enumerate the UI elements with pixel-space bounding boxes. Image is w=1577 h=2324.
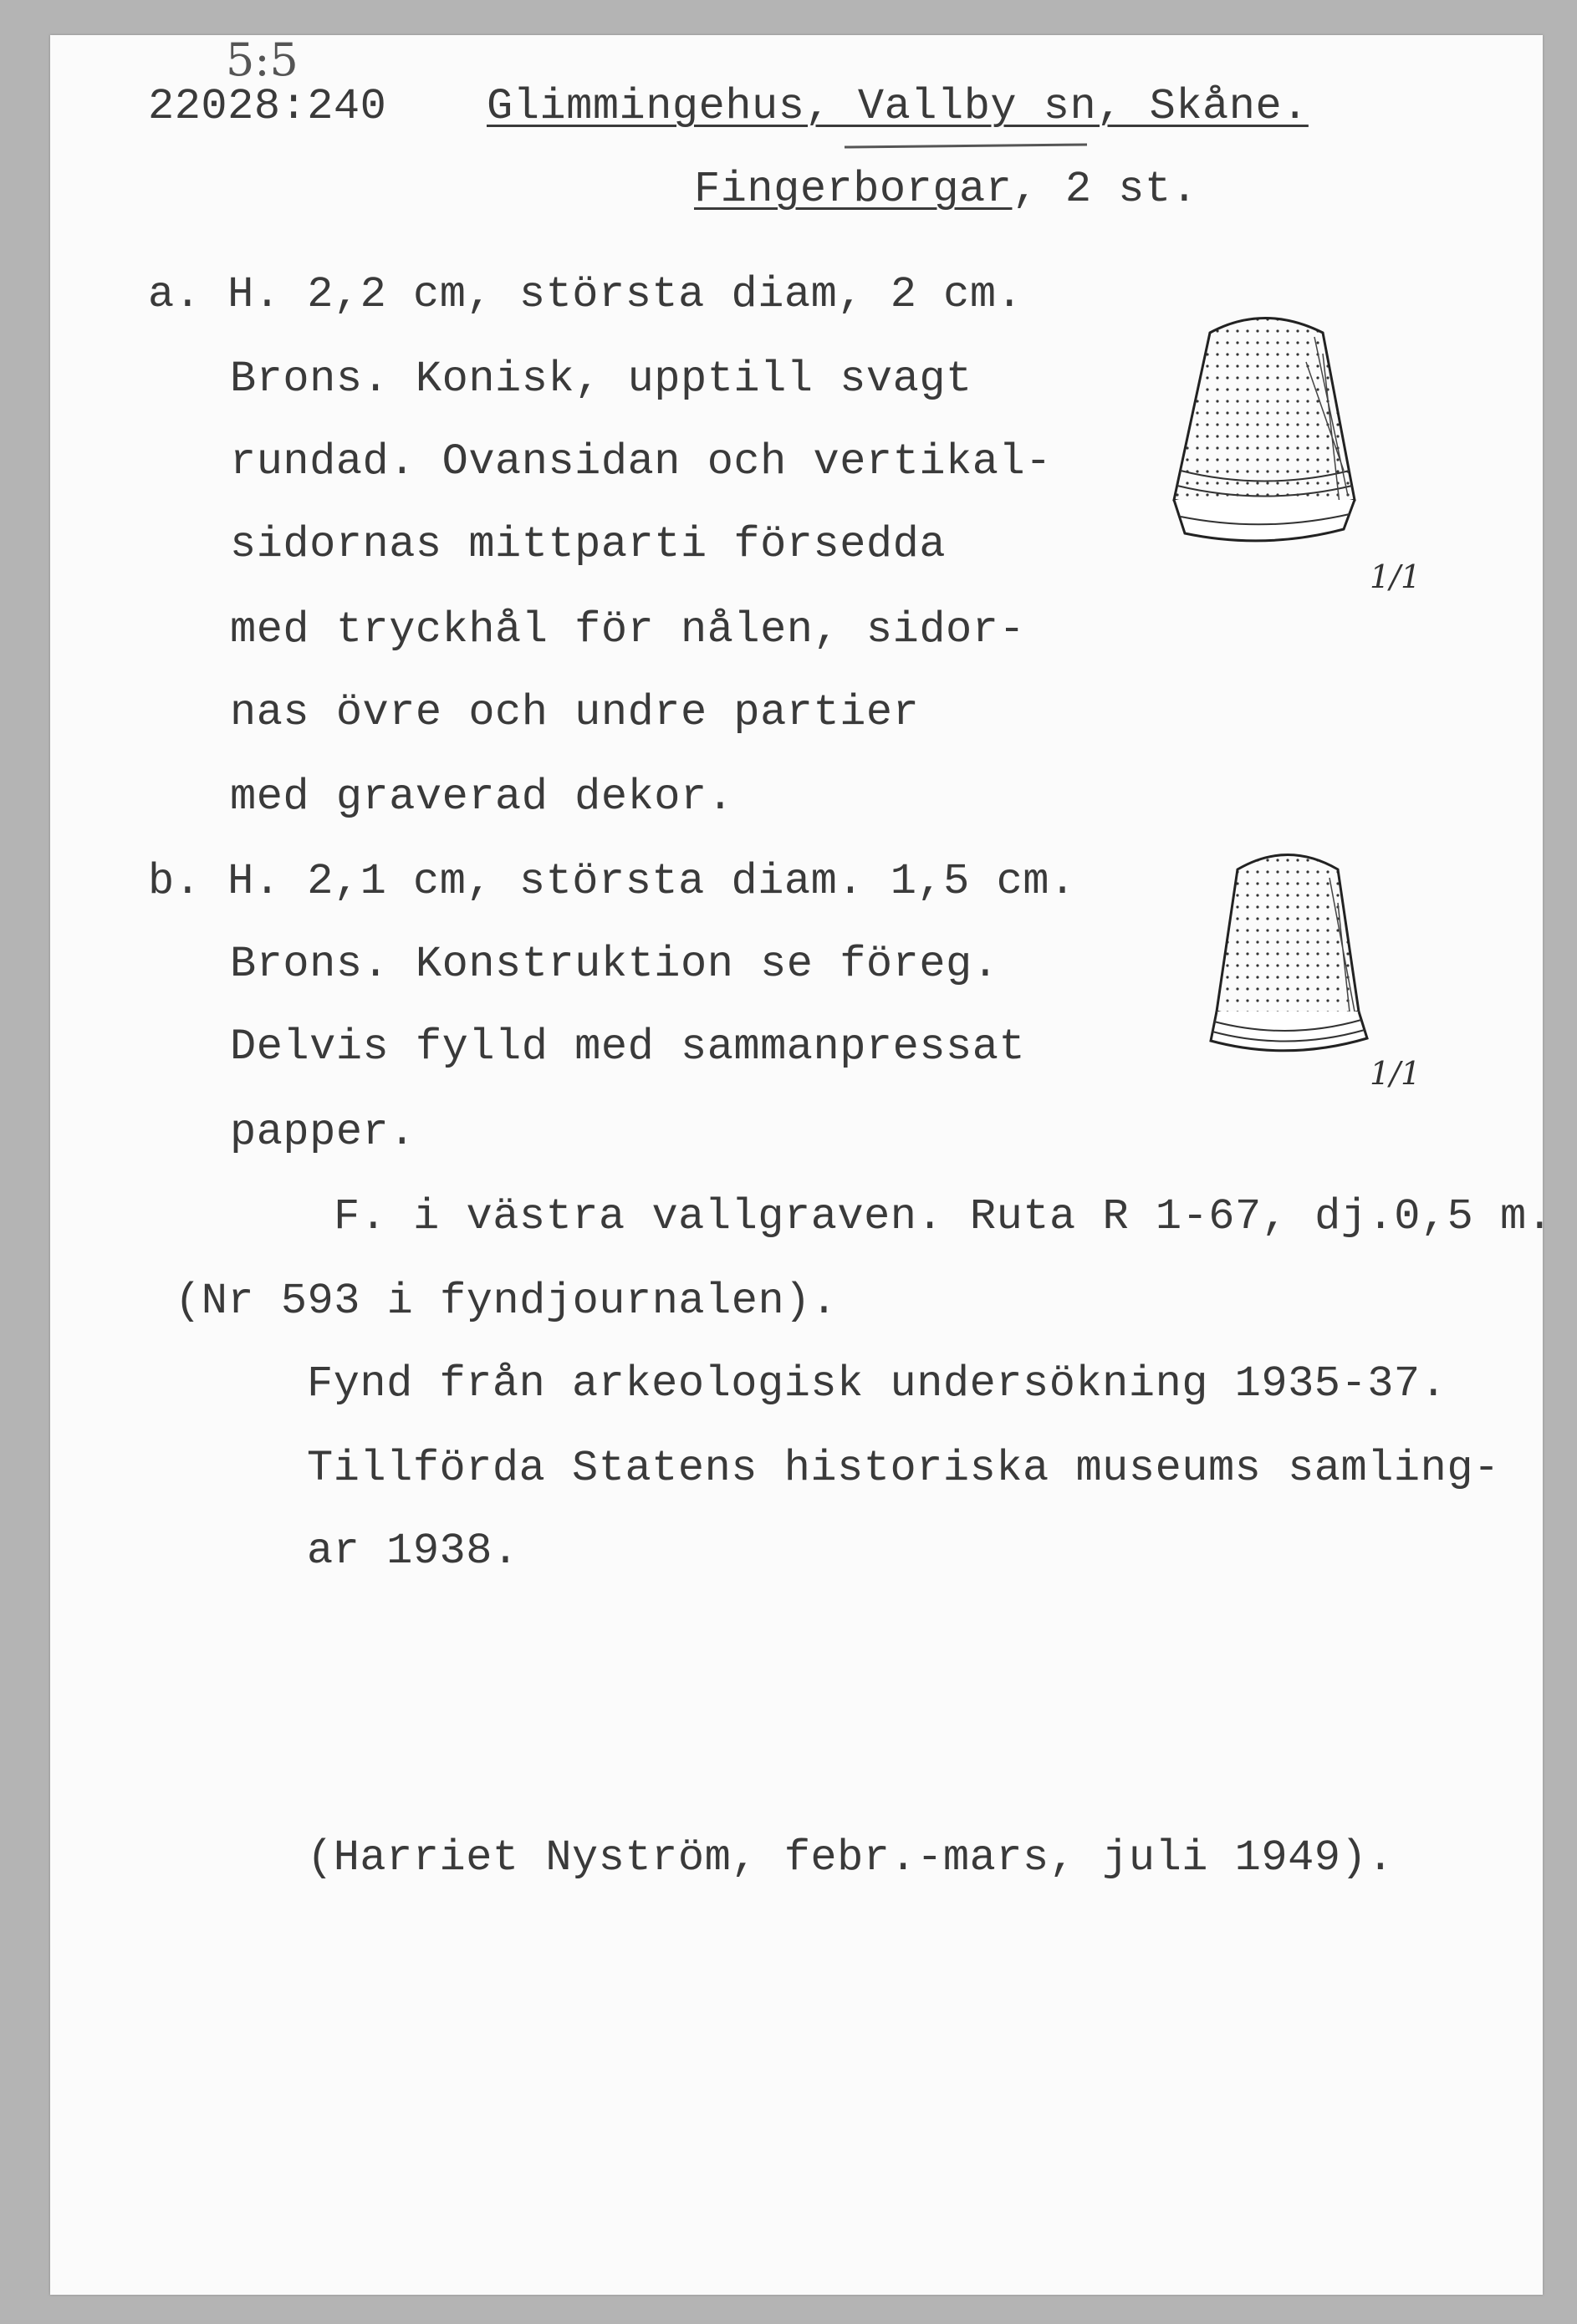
item-a-line: med graverad dekor.	[230, 772, 734, 822]
inventory-number: 22028:240	[148, 82, 387, 131]
item-b-line: papper.	[230, 1108, 416, 1157]
item-b-line: Brons. Konstruktion se föreg.	[230, 940, 999, 989]
item-b-line: b. H. 2,1 cm, största diam. 1,5 cm.	[148, 857, 1076, 906]
item-a-line: med tryckhål för nålen, sidor-	[230, 605, 1026, 655]
thimble-a-drawing	[1164, 303, 1365, 550]
item-a-line: rundad. Ovansidan och vertikal-	[230, 437, 1052, 487]
author-signature: (Harriet Nyström, febr.-mars, juli 1949).	[307, 1833, 1394, 1883]
location-heading: Glimmingehus, Vallby sn, Skåne.	[487, 82, 1309, 131]
item-b-line: Delvis fylld med sammanpressat	[230, 1022, 1026, 1072]
item-a-line: a. H. 2,2 cm, största diam, 2 cm.	[148, 270, 1023, 319]
thimble-b-drawing	[1204, 844, 1371, 1062]
provenance-line: Fynd från arkeologisk undersökning 1935-37.	[307, 1359, 1447, 1409]
object-heading	[694, 163, 1197, 217]
item-a-line: Brons. Konisk, upptill svagt	[230, 354, 972, 404]
find-place: F. i västra vallgraven. Ruta R 1-67, dj.0,5 m.	[334, 1192, 1554, 1241]
object-name: Fingerborgar	[694, 165, 1013, 214]
object-count: , 2 st.	[1012, 165, 1198, 214]
item-a-line: sidornas mittparti försedda	[230, 520, 947, 569]
scale-label-b: 1/1	[1370, 1055, 1421, 1092]
provenance-line: ar 1938.	[307, 1526, 519, 1576]
find-journal: (Nr 593 i fyndjournalen).	[175, 1277, 838, 1326]
scale-label-a: 1/1	[1370, 558, 1421, 595]
item-a-line: nas övre och undre partier	[230, 688, 920, 737]
provenance-line: Tillförda Statens historiska museums samling-	[307, 1444, 1500, 1493]
handwritten-number: 5:5	[226, 33, 299, 86]
